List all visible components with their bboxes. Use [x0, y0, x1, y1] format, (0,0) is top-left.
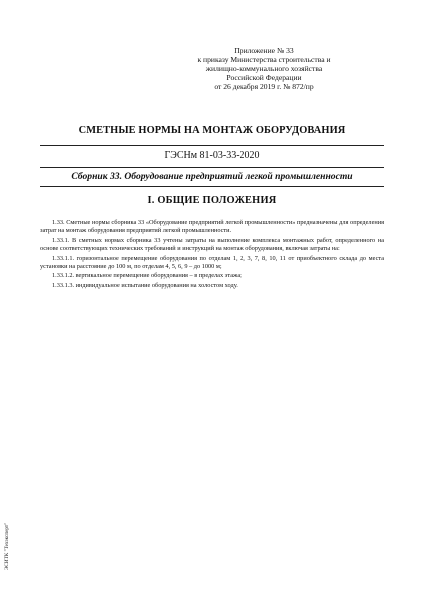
paragraph: 1.33.1.1. горизонтальное перемещение оборудования по отделам 1, 2, 3, 7, 8, 10, 11 от приобъектного склада до места установки на расстояние до 100 м, по отделам 4, 5, 6, 9 – до 1000 м; [40, 254, 384, 270]
appendix-line: Российской Федерации [226, 73, 302, 82]
appendix-reference [164, 46, 364, 91]
collection-title: Сборник 33. Оборудование предприятий легкой промышленности [71, 171, 353, 182]
appendix-line: к приказу Министерства строительства и [197, 55, 331, 64]
appendix-line: от 26 декабря 2019 г. № 872/пр [214, 82, 314, 91]
paragraph: 1.33.1.3. индивидуальное испытание оборудования на холостом ходу. [52, 282, 238, 290]
document-code: ГЭСНм 81-03-33-2020 [164, 150, 260, 161]
divider-line [40, 167, 384, 168]
paragraph: 1.33.1.2. вертикальное перемещение оборудования – в пределах этажа; [52, 272, 242, 280]
divider-line [40, 145, 384, 146]
paragraph: 1.33. Сметные нормы сборника 33 «Оборудование предприятий легкой промышленности» предназначены для определения затрат на монтаж оборудования предприятий легкой промышленности. [40, 219, 384, 234]
document-title: СМЕТНЫЕ НОРМЫ НА МОНТАЖ ОБОРУДОВАНИЯ [78, 125, 346, 136]
section-heading: I. ОБЩИЕ ПОЛОЖЕНИЯ [147, 195, 277, 206]
side-stamp: ЭСИТК "Техэксперт" [4, 522, 10, 570]
paragraph: 1.33.1. В сметных нормах сборника 33 учтены затраты на выполнение комплекса монтажных работ, определенного на основе соответствующих технических требований и инструкций на монтаж оборудования, включая затраты на: [40, 236, 384, 252]
appendix-line: Приложение № 33 [234, 46, 294, 55]
section-body [40, 219, 384, 292]
appendix-line: жилищно-коммунального хозяйства [205, 64, 323, 73]
divider-line [40, 186, 384, 187]
